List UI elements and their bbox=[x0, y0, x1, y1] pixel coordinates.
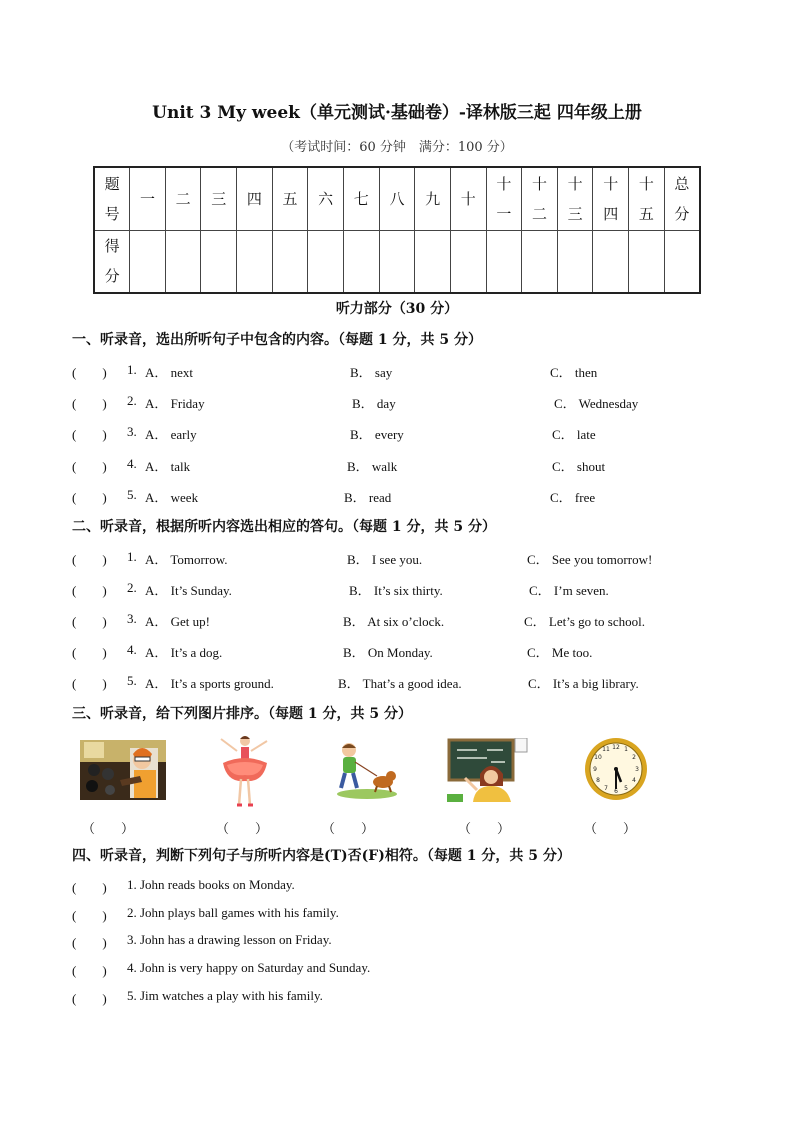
page-title: Unit 3 My week（单元测试·基础卷）-译林版三起 四年级上册 bbox=[152, 103, 642, 123]
score-cell[interactable] bbox=[486, 230, 522, 293]
option-a: A． Tomorrow. bbox=[145, 552, 228, 567]
svg-text:11: 11 bbox=[602, 746, 610, 753]
question-number: 3. bbox=[127, 611, 137, 626]
option-a: A． next bbox=[145, 365, 194, 380]
answer-paren[interactable]: ( ) bbox=[72, 396, 107, 411]
answer-paren[interactable]: ( ) bbox=[72, 880, 107, 895]
score-cell[interactable] bbox=[379, 230, 415, 293]
statement: 2. John plays ball games with his family. bbox=[127, 905, 339, 920]
option-b: B． walk bbox=[347, 459, 398, 474]
question-number: 5. bbox=[127, 673, 137, 688]
score-table bbox=[93, 166, 701, 294]
picture-2-answer[interactable]: （ ） bbox=[216, 821, 269, 836]
column-8: 八 bbox=[379, 167, 415, 230]
score-cell[interactable] bbox=[165, 230, 201, 293]
column-3: 三 bbox=[201, 167, 237, 230]
answer-paren[interactable]: ( ) bbox=[72, 552, 107, 567]
boy-walking-dog-picture bbox=[333, 740, 399, 800]
option-a: A． It’s Sunday. bbox=[145, 583, 232, 598]
column-11: 十 一 bbox=[486, 167, 522, 230]
option-a: A． Friday bbox=[145, 396, 205, 411]
score-cell[interactable] bbox=[593, 230, 629, 293]
question-number: 4. bbox=[127, 642, 137, 657]
answer-paren[interactable]: ( ) bbox=[72, 935, 107, 950]
picture-5-answer[interactable]: （ ） bbox=[584, 821, 637, 836]
score-cell[interactable] bbox=[272, 230, 308, 293]
option-c: C． See you tomorrow! bbox=[527, 552, 653, 567]
column-7: 七 bbox=[343, 167, 379, 230]
statement: 4. John is very happy on Saturday and Sunday. bbox=[127, 960, 371, 975]
picture-1-answer[interactable]: （ ） bbox=[82, 821, 135, 836]
score-cell[interactable] bbox=[629, 230, 665, 293]
score-cell[interactable] bbox=[557, 230, 593, 293]
section-4-title: 四、听录音，判断下列句子与所听内容是(T)否(F)相符。（每题 1 分，共 5 分） bbox=[72, 848, 571, 864]
question-number: 4. bbox=[127, 456, 137, 471]
option-c: C． free bbox=[550, 490, 596, 505]
question-number: 2. bbox=[127, 580, 137, 595]
svg-text:4: 4 bbox=[632, 777, 636, 784]
svg-text:1: 1 bbox=[624, 746, 628, 753]
option-b: B． That’s a good idea. bbox=[338, 676, 462, 691]
option-c: C． shout bbox=[552, 459, 606, 474]
ballet-dancer-picture bbox=[215, 733, 271, 809]
question-number: 2. bbox=[127, 393, 137, 408]
teacher-blackboard-picture bbox=[447, 738, 529, 802]
section-1-title: 一、听录音，选出所听句子中包含的内容。（每题 1 分，共 5 分） bbox=[72, 332, 482, 348]
score-table-score-row bbox=[94, 230, 700, 293]
column-5: 五 bbox=[272, 167, 308, 230]
section-3-title: 三、听录音，给下列图片排序。（每题 1 分，共 5 分） bbox=[72, 706, 412, 722]
score-cell[interactable] bbox=[522, 230, 558, 293]
svg-text:10: 10 bbox=[594, 754, 602, 761]
listening-heading: 听力部分（30 分） bbox=[335, 301, 459, 317]
column-15: 十 五 bbox=[629, 167, 665, 230]
option-b: B． say bbox=[350, 365, 393, 380]
svg-text:3: 3 bbox=[635, 766, 639, 773]
svg-text:6: 6 bbox=[614, 788, 618, 795]
option-b: B． day bbox=[352, 396, 396, 411]
answer-paren[interactable]: ( ) bbox=[72, 490, 107, 505]
option-a: A． talk bbox=[145, 459, 191, 474]
picture-4-answer[interactable]: （ ） bbox=[458, 821, 511, 836]
answer-paren[interactable]: ( ) bbox=[72, 614, 107, 629]
column-14: 十 四 bbox=[593, 167, 629, 230]
score-cell[interactable] bbox=[237, 230, 273, 293]
statement: 1. John reads books on Monday. bbox=[127, 877, 295, 892]
option-b: B． I see you. bbox=[347, 552, 423, 567]
clock-picture bbox=[583, 736, 649, 802]
question-number: 1. bbox=[127, 362, 137, 377]
score-cell[interactable] bbox=[343, 230, 379, 293]
option-b: B． read bbox=[344, 490, 392, 505]
svg-text:5: 5 bbox=[624, 785, 628, 792]
option-c: C． Let’s go to school. bbox=[524, 614, 645, 629]
score-label: 得 分 bbox=[94, 230, 130, 293]
option-b: B． On Monday. bbox=[343, 645, 433, 660]
column-1: 一 bbox=[130, 167, 166, 230]
answer-paren[interactable]: ( ) bbox=[72, 645, 107, 660]
header-label: 题 号 bbox=[94, 167, 130, 230]
option-a: A． early bbox=[145, 427, 197, 442]
answer-paren[interactable]: ( ) bbox=[72, 459, 107, 474]
option-c: C． then bbox=[550, 365, 598, 380]
option-b: B． At six o’clock. bbox=[343, 614, 445, 629]
score-cell[interactable] bbox=[201, 230, 237, 293]
option-a: A． It’s a sports ground. bbox=[145, 676, 274, 691]
concert-picture bbox=[80, 740, 166, 800]
svg-text:9: 9 bbox=[593, 766, 597, 773]
statement: 3. John has a drawing lesson on Friday. bbox=[127, 932, 332, 947]
column-12: 十 二 bbox=[522, 167, 558, 230]
answer-paren[interactable]: ( ) bbox=[72, 427, 107, 442]
answer-paren[interactable]: ( ) bbox=[72, 963, 107, 978]
score-table-header-row bbox=[94, 167, 700, 230]
statement: 5. Jim watches a play with his family. bbox=[127, 988, 323, 1003]
answer-paren[interactable]: ( ) bbox=[72, 676, 107, 691]
option-a: A． week bbox=[145, 490, 199, 505]
score-cell[interactable] bbox=[130, 230, 166, 293]
question-number: 1. bbox=[127, 549, 137, 564]
option-a: A． It’s a dog. bbox=[145, 645, 223, 660]
score-cell[interactable] bbox=[308, 230, 344, 293]
section-2-title: 二、听录音，根据所听内容选出相应的答句。（每题 1 分，共 5 分） bbox=[72, 519, 496, 535]
svg-text:7: 7 bbox=[604, 785, 608, 792]
answer-paren[interactable]: ( ) bbox=[72, 583, 107, 598]
option-c: C． Wednesday bbox=[554, 396, 639, 411]
option-c: C． It’s a big library. bbox=[528, 676, 639, 691]
option-b: B． It’s six thirty. bbox=[349, 583, 443, 598]
option-c: C． I’m seven. bbox=[529, 583, 609, 598]
svg-text:12: 12 bbox=[612, 744, 620, 751]
question-number: 3. bbox=[127, 424, 137, 439]
option-c: C． Me too. bbox=[527, 645, 593, 660]
column-9: 九 bbox=[415, 167, 451, 230]
svg-text:2: 2 bbox=[632, 754, 636, 761]
score-cell[interactable] bbox=[450, 230, 486, 293]
answer-paren[interactable]: ( ) bbox=[72, 991, 107, 1006]
option-a: A． Get up! bbox=[145, 614, 210, 629]
score-cell[interactable] bbox=[664, 230, 700, 293]
column-4: 四 bbox=[237, 167, 273, 230]
column-13: 十 三 bbox=[557, 167, 593, 230]
score-cell[interactable] bbox=[415, 230, 451, 293]
answer-paren[interactable]: ( ) bbox=[72, 908, 107, 923]
column-10: 十 bbox=[450, 167, 486, 230]
option-b: B． every bbox=[350, 427, 404, 442]
svg-text:8: 8 bbox=[596, 777, 600, 784]
answer-paren[interactable]: ( ) bbox=[72, 365, 107, 380]
question-number: 5. bbox=[127, 487, 137, 502]
column-2: 二 bbox=[165, 167, 201, 230]
option-c: C． late bbox=[552, 427, 596, 442]
exam-info: （考试时间：60 分钟 满分：100 分） bbox=[281, 140, 513, 155]
column-6: 六 bbox=[308, 167, 344, 230]
column-total: 总 分 bbox=[664, 167, 700, 230]
picture-3-answer[interactable]: （ ） bbox=[322, 821, 375, 836]
